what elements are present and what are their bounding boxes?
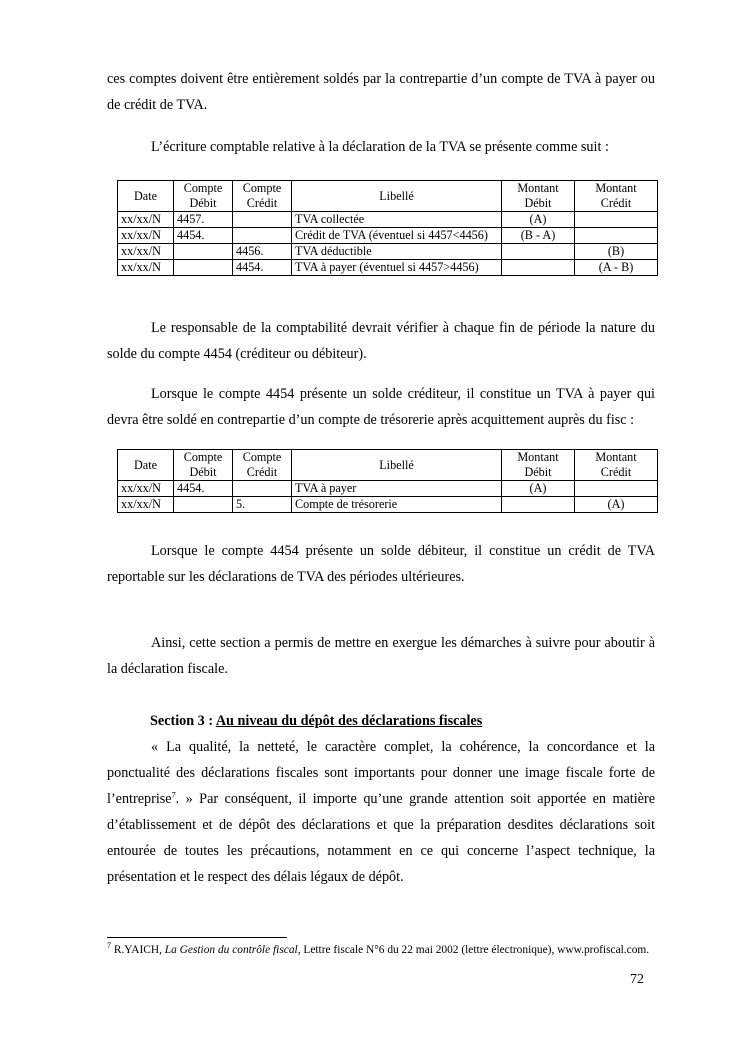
- paragraph-credit-balance: Lorsque le compte 4454 présente un solde créditeur, il constitue un TVA à payer qui devra être soldé en contrepartie d’un compte de trésorerie après acquittement auprès du fisc :: [107, 386, 655, 428]
- header-account-debit: Compte Débit: [174, 450, 233, 481]
- table-row: [118, 228, 658, 244]
- cell-amount-debit: [502, 244, 575, 260]
- cell-label: Crédit de TVA (éventuel si 4457<4456): [292, 228, 502, 244]
- footnote: $^7$ R.YAICH, La Gestion du contrôle fiscal, Lettre fiscale N°6 du 22 mai 2002 (lettre électronique), www.profiscal.com.: [107, 941, 650, 956]
- cell-amount-credit: (A): [575, 497, 658, 513]
- section-label: Section 3 :: [150, 713, 216, 729]
- cell-amount-credit: (A - B): [575, 260, 658, 276]
- cell-amount-debit: (A): [502, 212, 575, 228]
- cell-date: xx/xx/N: [118, 481, 174, 497]
- cell-amount-credit: (B): [575, 244, 658, 260]
- paragraph-verify-balance: Le responsable de la comptabilité devrait vérifier à chaque fin de période la nature du solde du compte 4454 (créditeur ou débiteur).: [107, 320, 655, 362]
- table-header-row: [118, 450, 658, 481]
- section-heading: [150, 711, 482, 731]
- header-amount-debit: Montant Débit: [502, 450, 575, 481]
- cell-amount-credit: [575, 212, 658, 228]
- cell-account-credit: 4456.: [233, 244, 292, 260]
- header-date: Date: [118, 450, 174, 481]
- cell-account-credit: [233, 212, 292, 228]
- cell-date: xx/xx/N: [118, 260, 174, 276]
- cell-label: TVA à payer (éventuel si 4457>4456): [292, 260, 502, 276]
- cell-account-credit: [233, 228, 292, 244]
- header-label: Libellé: [292, 450, 502, 481]
- footnote-work-title: La Gestion du contrôle fiscal: [164, 944, 298, 956]
- header-amount-credit: Montant Crédit: [575, 450, 658, 481]
- header-account-credit: Compte Crédit: [233, 181, 292, 212]
- cell-label: TVA déductible: [292, 244, 502, 260]
- cell-account-debit: [174, 244, 233, 260]
- cell-account-credit: [233, 481, 292, 497]
- footnote-number: 7: [107, 941, 111, 951]
- cell-account-debit: 4454.: [174, 481, 233, 497]
- cell-account-debit: [174, 497, 233, 513]
- cell-date: xx/xx/N: [118, 244, 174, 260]
- vat-payment-table: [117, 449, 658, 513]
- paragraph-debit-balance: Lorsque le compte 4454 présente un solde débiteur, il constitue un crédit de TVA reportable sur les déclarations de TVA des périodes ultérieures.: [107, 543, 655, 585]
- header-amount-credit: Montant Crédit: [575, 181, 658, 212]
- vat-declaration-table: [117, 180, 658, 276]
- footnote-divider: [107, 937, 287, 938]
- cell-amount-debit: (B - A): [502, 228, 575, 244]
- cell-label: TVA à payer: [292, 481, 502, 497]
- cell-amount-debit: [502, 497, 575, 513]
- paragraph-entry-intro: L’écriture comptable relative à la déclaration de la TVA se présente comme suit :: [151, 139, 609, 155]
- table-row: [118, 244, 658, 260]
- paragraph-section-summary: Ainsi, cette section a permis de mettre en exergue les démarches à suivre pour aboutir à la déclaration fiscale.: [107, 635, 655, 677]
- header-date: Date: [118, 181, 174, 212]
- table-header-row: [118, 181, 658, 212]
- header-account-credit: Compte Crédit: [233, 450, 292, 481]
- cell-account-credit: 5.: [233, 497, 292, 513]
- cell-amount-credit: [575, 481, 658, 497]
- cell-label: Compte de trésorerie: [292, 497, 502, 513]
- cell-date: xx/xx/N: [118, 228, 174, 244]
- table-row: [118, 212, 658, 228]
- header-label: Libellé: [292, 181, 502, 212]
- cell-account-debit: [174, 260, 233, 276]
- header-amount-debit: Montant Débit: [502, 181, 575, 212]
- cell-label: TVA collectée: [292, 212, 502, 228]
- cell-date: xx/xx/N: [118, 497, 174, 513]
- cell-amount-debit: (A): [502, 481, 575, 497]
- paragraph-quality-quote: « La qualité, la netteté, le caractère complet, la cohérence, la concordance et la ponctualité des déclarations fiscales sont importants pour donner une image fiscale forte de l’entreprise$^7$. » Par conséquent, il importe qu’une grande attention soit apportée en matière d’établissement et de dépôt des déclarations et que la préparation desdites déclarations soit entourée de toutes les précautions, notamment en ce qui concerne l’aspect technique, la présentation et le respect des délais légaux de dépôt.: [107, 739, 655, 885]
- table-row: [118, 497, 658, 513]
- cell-amount-debit: [502, 260, 575, 276]
- section-title: Au niveau du dépôt des déclarations fiscales: [215, 713, 483, 729]
- table-row: [118, 481, 658, 497]
- page-number: 72: [630, 972, 644, 987]
- cell-account-credit: 4454.: [233, 260, 292, 276]
- paragraph-vat-accounts: ces comptes doivent être entièrement soldés par la contrepartie d’un compte de TVA à payer ou de crédit de TVA.: [107, 71, 655, 113]
- header-account-debit: Compte Débit: [174, 181, 233, 212]
- footnote-ref[interactable]: 7: [171, 790, 176, 800]
- cell-account-debit: 4454.: [174, 228, 233, 244]
- cell-amount-credit: [575, 228, 658, 244]
- cell-account-debit: 4457.: [174, 212, 233, 228]
- cell-date: xx/xx/N: [118, 212, 174, 228]
- table-row: [118, 260, 658, 276]
